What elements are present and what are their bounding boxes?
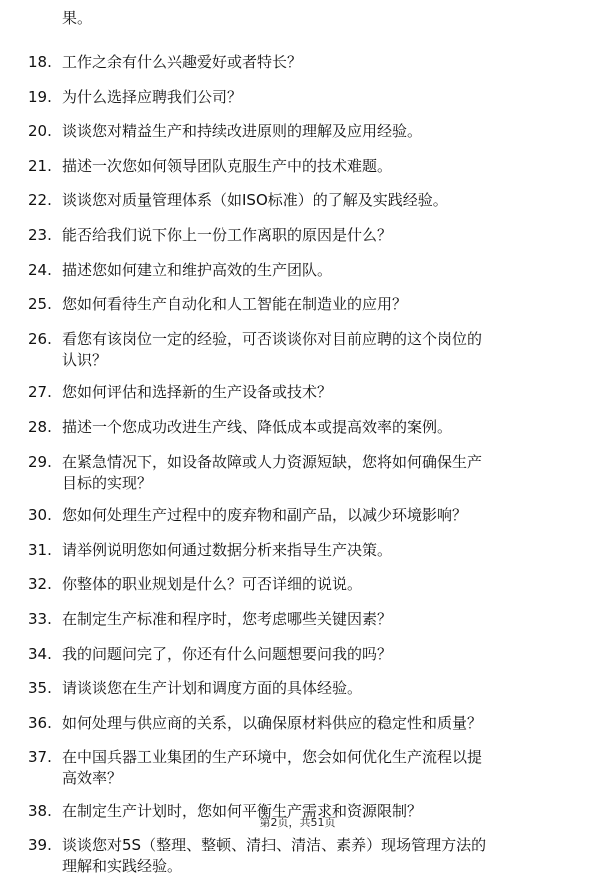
question-text-line: 为什么选择应聘我们公司？ xyxy=(62,87,243,106)
question-number: 39. xyxy=(28,836,52,855)
question-number: 23. xyxy=(28,225,52,244)
question-item xyxy=(0,382,595,403)
question-number: 21. xyxy=(28,156,52,175)
question-item xyxy=(0,609,595,630)
question-text-line: 高效率？ xyxy=(62,769,123,788)
page-footer: 第2页，共51页 xyxy=(259,816,336,829)
question-text-line: 在中国兵器工业集团的生产环境中，您会如何优化生产流程以提 xyxy=(62,748,483,767)
question-number: 25. xyxy=(28,295,52,314)
question-item xyxy=(0,329,595,371)
question-text-line: 在制定生产计划时，您如何平衡生产需求和资源限制？ xyxy=(62,801,423,820)
question-number: 29. xyxy=(28,452,52,471)
question-item xyxy=(0,190,595,211)
question-text-line: 工作之余有什么兴趣爱好或者特长？ xyxy=(62,53,303,71)
question-text xyxy=(62,87,562,108)
question-number: 30. xyxy=(28,506,52,525)
question-item xyxy=(0,540,595,561)
question-text xyxy=(62,294,562,315)
question-text xyxy=(62,382,562,403)
question-text-line: 您如何处理生产过程中的废弃物和副产品，以减少环境影响？ xyxy=(62,506,468,525)
question-text xyxy=(62,156,562,177)
question-text-line: 在制定生产标准和程序时，您考虑哪些关键因素？ xyxy=(62,609,393,628)
question-text-line: 描述一次您如何领导团队克服生产中的技术难题。 xyxy=(62,156,393,175)
question-number: 28. xyxy=(28,417,52,436)
question-list xyxy=(0,52,595,889)
question-number: 24. xyxy=(28,260,52,279)
question-item xyxy=(0,87,595,108)
question-number: 27. xyxy=(28,383,52,402)
question-text-line: 你整体的职业规划是什么？可否详细的说说。 xyxy=(62,575,363,594)
question-text-line: 能否给我们说下你上一份工作离职的原因是什么？ xyxy=(62,225,393,244)
continued-text: 果。 xyxy=(62,9,93,27)
question-number: 32. xyxy=(28,575,52,594)
question-text-line: 请举例说明您如何通过数据分析来指导生产决策。 xyxy=(62,540,393,559)
question-text-line: 您如何看待生产自动化和人工智能在制造业的应用？ xyxy=(62,295,408,314)
question-text-line: 描述一个您成功改进生产线、降低成本或提高效率的案例。 xyxy=(62,417,453,436)
question-item xyxy=(0,644,595,665)
question-text xyxy=(62,52,562,73)
question-number: 31. xyxy=(28,540,52,559)
question-number: 38. xyxy=(28,801,52,820)
question-number: 20. xyxy=(28,122,52,141)
question-item xyxy=(0,156,595,177)
question-text xyxy=(62,644,562,665)
question-number: 35. xyxy=(28,679,52,698)
question-text xyxy=(62,540,562,561)
question-text-line: 理解和实践经验。 xyxy=(62,857,183,876)
question-number: 22. xyxy=(28,191,52,210)
question-item xyxy=(0,294,595,315)
question-text xyxy=(62,417,562,438)
question-text-line: 请谈谈您在生产计划和调度方面的具体经验。 xyxy=(62,679,363,698)
question-text-line: 描述您如何建立和维护高效的生产团队。 xyxy=(62,260,333,279)
question-item xyxy=(0,417,595,438)
question-number: 19. xyxy=(28,87,52,106)
question-number: 26. xyxy=(28,329,52,348)
question-text-line: 在紧急情况下，如设备故障或人力资源短缺，您将如何确保生产 xyxy=(62,452,483,471)
question-item xyxy=(0,713,595,734)
question-text-line: 认识？ xyxy=(62,350,108,369)
question-text xyxy=(62,225,562,246)
question-text-line: 我的问题问完了，你还有什么问题想要问我的吗？ xyxy=(62,644,393,663)
question-item xyxy=(0,452,595,494)
question-text xyxy=(62,452,562,494)
question-number: 34. xyxy=(28,644,52,663)
question-number: 33. xyxy=(28,609,52,628)
question-text xyxy=(62,747,562,789)
question-text-line: 目标的实现？ xyxy=(62,473,153,492)
question-item xyxy=(0,505,595,526)
question-item xyxy=(0,52,595,73)
question-text xyxy=(62,713,562,734)
question-text-line: 您如何评估和选择新的生产设备或技术？ xyxy=(62,383,333,402)
question-text xyxy=(62,678,562,699)
question-text-line: 谈谈您对精益生产和持续改进原则的理解及应用经验。 xyxy=(62,122,423,141)
question-text-line: 看您有该岗位一定的经验，可否谈谈你对目前应聘的这个岗位的 xyxy=(62,329,483,348)
question-text-line: 谈谈您对质量管理体系（如ISO标准）的了解及实践经验。 xyxy=(62,191,448,210)
question-text xyxy=(62,574,562,595)
question-text xyxy=(62,260,562,281)
question-number: 36. xyxy=(28,713,52,732)
question-text xyxy=(62,190,562,211)
question-item xyxy=(0,678,595,699)
question-text-line: 如何处理与供应商的关系，以确保原材料供应的稳定性和质量？ xyxy=(62,713,483,732)
question-text-line: 谈谈您对5S（整理、整顿、清扫、清洁、素养）现场管理方法的 xyxy=(62,836,487,855)
question-text xyxy=(62,121,562,142)
question-number: 18. xyxy=(28,53,52,71)
question-item xyxy=(0,574,595,595)
question-text xyxy=(62,329,562,371)
question-item xyxy=(0,747,595,789)
question-number: 37. xyxy=(28,748,52,767)
question-item xyxy=(0,121,595,142)
question-text xyxy=(62,505,562,526)
question-item xyxy=(0,225,595,246)
question-item xyxy=(0,260,595,281)
question-text xyxy=(62,609,562,630)
